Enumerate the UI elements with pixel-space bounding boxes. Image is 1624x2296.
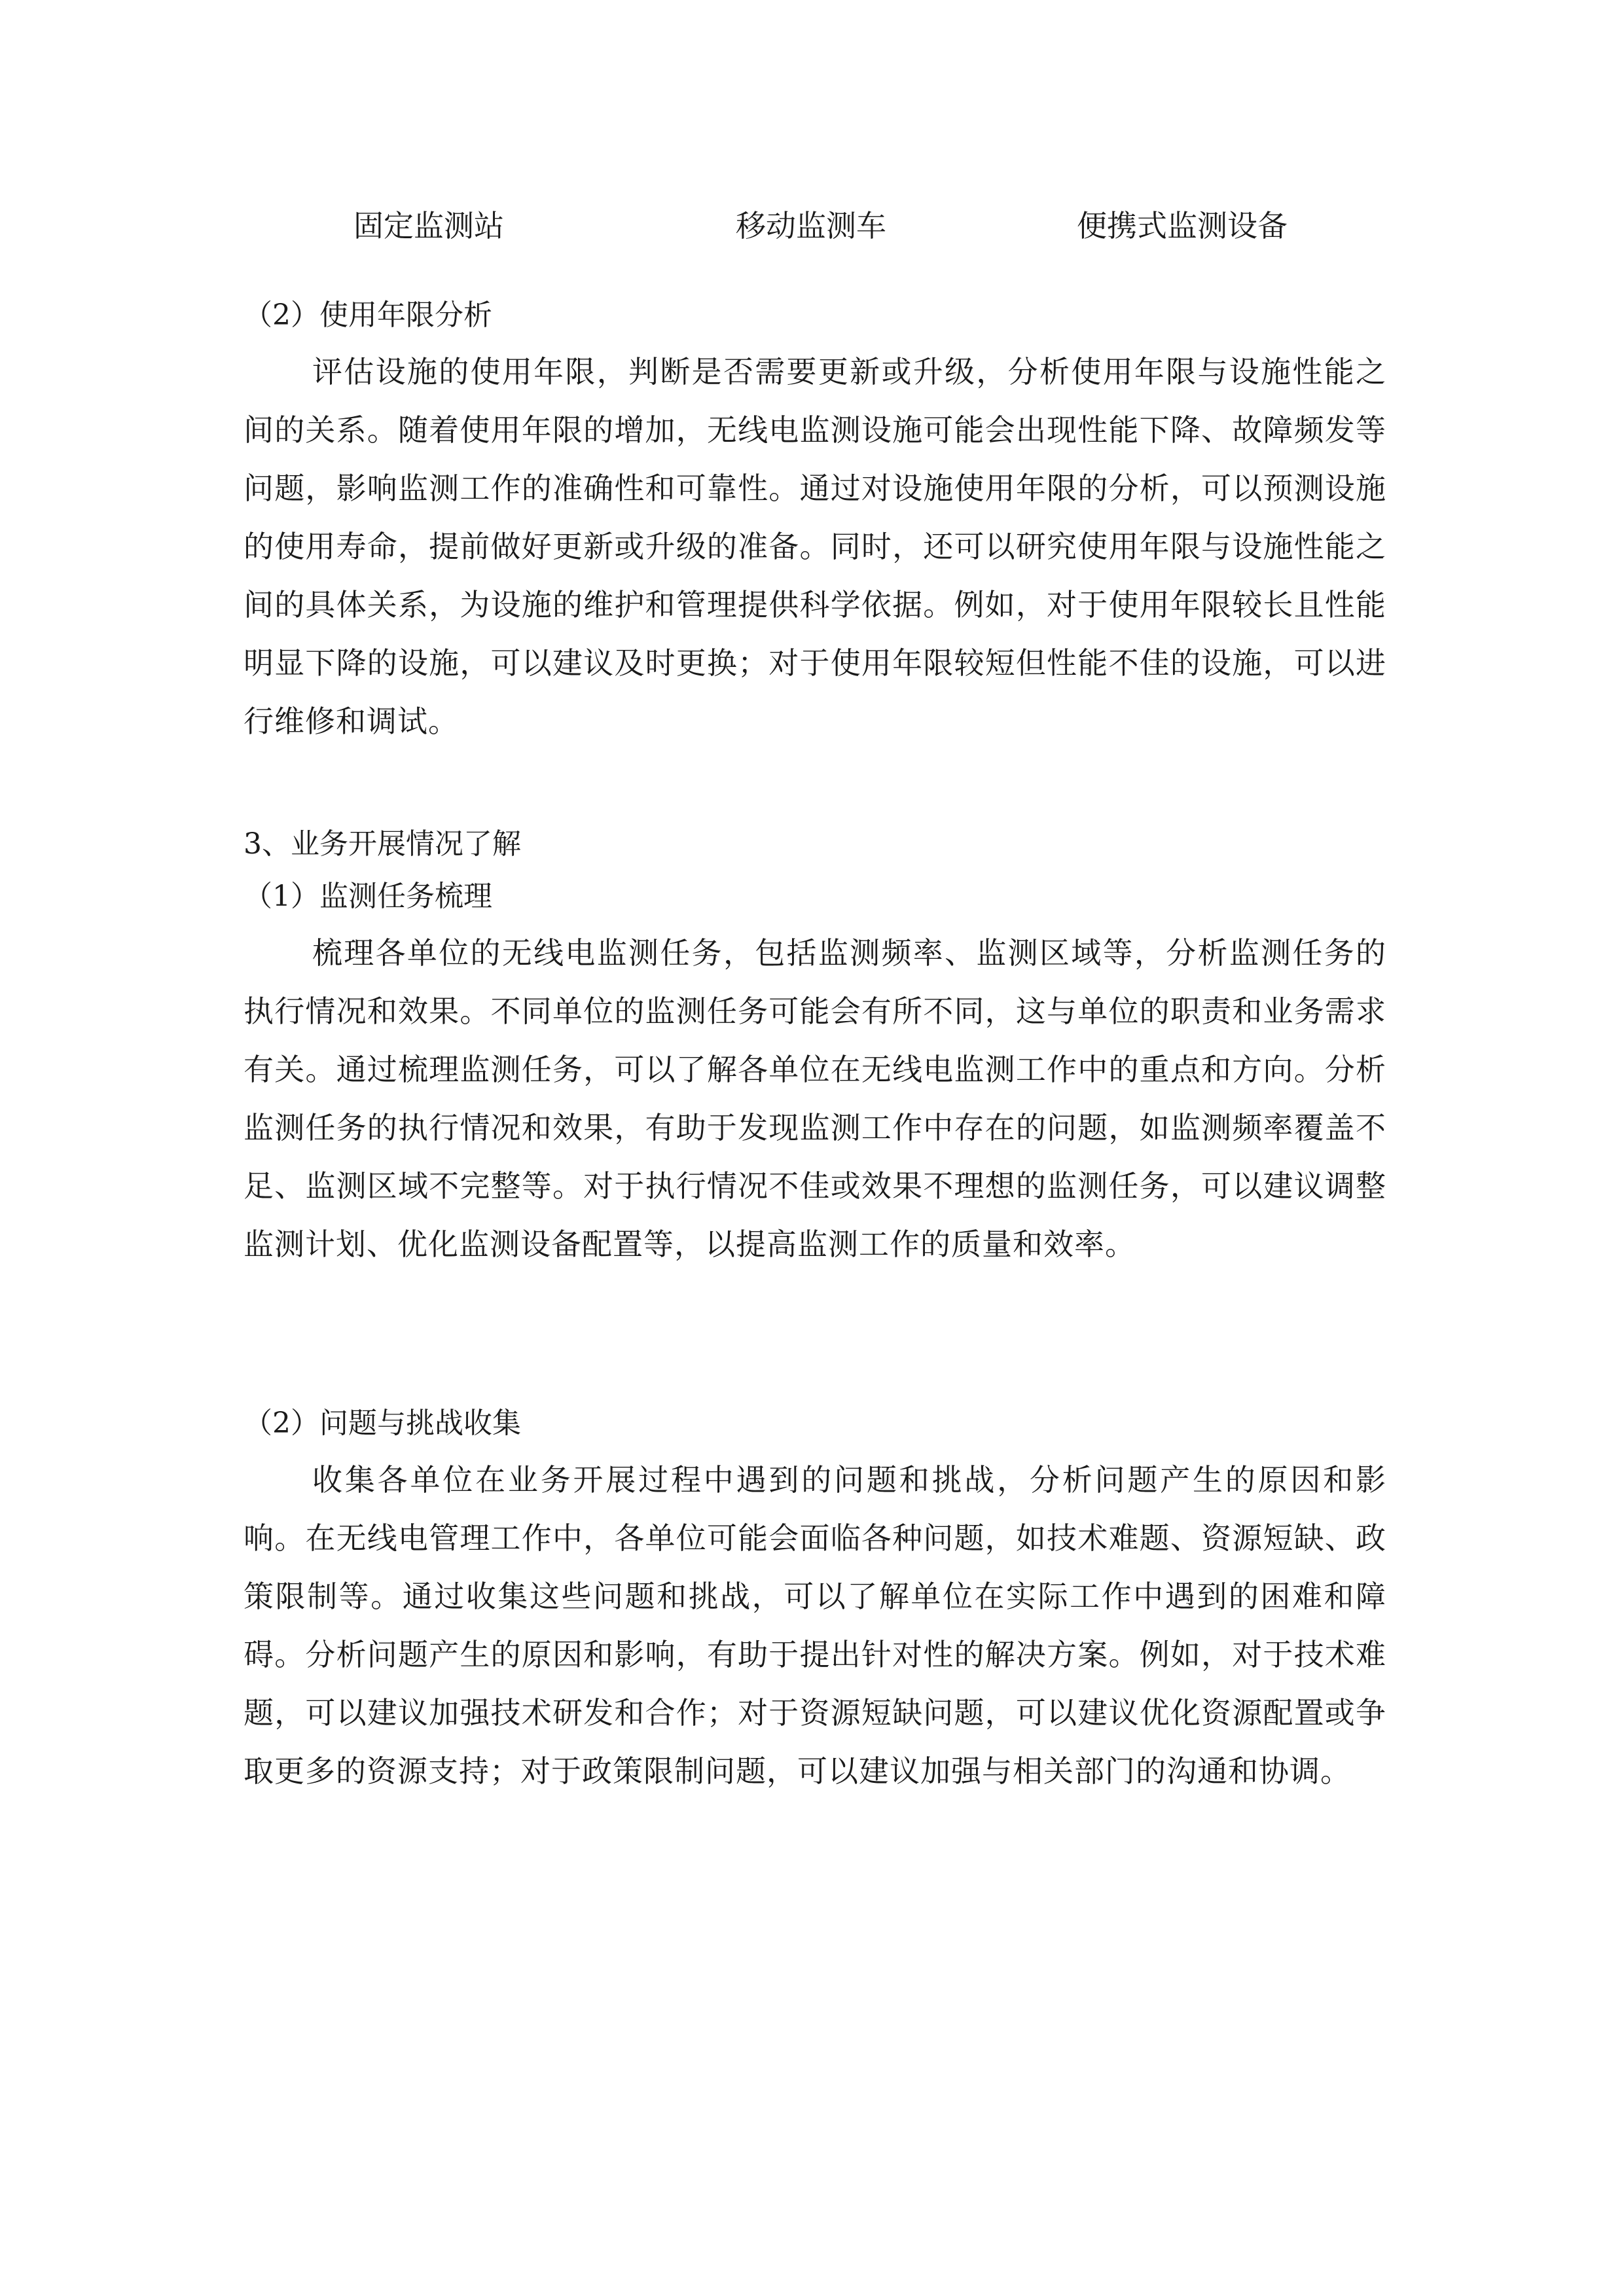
heading-service-life-analysis: （2）使用年限分析 — [244, 298, 492, 332]
figure-caption-row — [0, 196, 1624, 255]
caption-portable-device: 便携式监测设备 — [1077, 208, 1288, 243]
heading-problem-collection: （2）问题与挑战收集 — [244, 1407, 521, 1440]
paragraph-problem-collection: 收集各单位在业务开展过程中遇到的问题和挑战，分析问题产生的原因和影响。在无线电管理工作中，各单位可能会面临各种问题，如技术难题、资源短缺、政策限制等。通过收集这些问题和挑战，可以了解单位在实际工作中遇到的困难和障碍。分析问题产生的原因和影响，有助于提出针对性的解决方案。例如，对于技术难题，可以建议加强技术研发和合作；对于资源短缺问题，可以建议优化资源配置或争取更多的资源支持；对于政策限制问题，可以建议加强与相关部门的沟通和协调。 — [244, 1462, 1386, 1789]
heading-business-status: 3、业务开展情况了解 — [244, 827, 521, 861]
paragraph-service-life-analysis: 评估设施的使用年限，判断是否需要更新或升级，分析使用年限与设施性能之间的关系。随着使用年限的增加，无线电监测设施可能会出现性能下降、故障频发等问题，影响监测工作的准确性和可靠性。通过对设施使用年限的分析，可以预测设施的使用寿命，提前做好更新或升级的准备。同时，还可以研究使用年限与设施性能之间的具体关系，为设施的维护和管理提供科学依据。例如，对于使用年限较长且性能明显下降的设施，可以建议及时更换；对于使用年限较短但性能不佳的设施，可以进行维修和调试。 — [244, 354, 1386, 739]
caption-mobile-vehicle: 移动监测车 — [736, 208, 886, 243]
caption-fixed-station: 固定监测站 — [353, 208, 504, 243]
paragraph-monitoring-task-review: 梳理各单位的无线电监测任务，包括监测频率、监测区域等，分析监测任务的执行情况和效果。不同单位的监测任务可能会有所不同，这与单位的职责和业务需求有关。通过梳理监测任务，可以了解各单位在无线电监测工作中的重点和方向。分析监测任务的执行情况和效果，有助于发现监测工作中存在的问题，如监测频率覆盖不足、监测区域不完整等。对于执行情况不佳或效果不理想的监测任务，可以建议调整监测计划、优化监测设备配置等，以提高监测工作的质量和效率。 — [244, 935, 1386, 1262]
heading-monitoring-task-review: （1）监测任务梳理 — [244, 880, 492, 913]
